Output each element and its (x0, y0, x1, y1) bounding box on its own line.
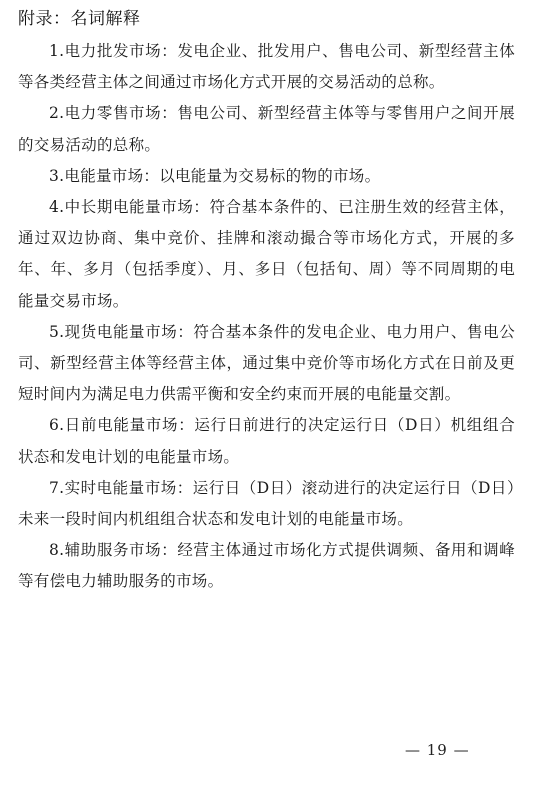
definition-entry-5: 5.现货电能量市场：符合基本条件的发电企业、电力用户、售电公司、新型经营主体等经营主体，通过集中竞价等市场化方式在日前及更短时间内为满足电力供需平衡和安全约束而开展的电能量交割。 (18, 322, 515, 404)
definition-entry-3: 3.电能量市场：以电能量为交易标的物的市场。 (49, 166, 381, 185)
appendix-heading: 附录：名词解释 (18, 9, 141, 29)
definition-entry-4: 4.中长期电能量市场：符合基本条件的、已注册生效的经营主体，通过双边协商、集中竞价、挂牌和滚动撮合等市场化方式，开展的多年、年、多月（包括季度）、月、多日（包括旬、周）等不同周期的电能量交易市场。 (18, 198, 515, 310)
definition-entry-1: 1.电力批发市场：发电企业、批发用户、售电公司、新型经营主体等各类经营主体之间通过市场化方式开展的交易活动的总称。 (18, 42, 515, 92)
definition-entry-6: 6.日前电能量市场：运行日前进行的决定运行日（D日）机组组合状态和发电计划的电能量市场。 (18, 416, 515, 466)
definition-entry-7: 7.实时电能量市场：运行日（D日）滚动进行的决定运行日（D日）未来一段时间内机组组合状态和发电计划的电能量市场。 (18, 478, 515, 529)
page-number: — 19 — (405, 741, 470, 759)
definition-entry-2: 2.电力零售市场：售电公司、新型经营主体等与零售用户之间开展的交易活动的总称。 (18, 104, 515, 154)
definition-entry-8: 8.辅助服务市场：经营主体通过市场化方式提供调频、备用和调峰等有偿电力辅助服务的市场。 (18, 541, 515, 591)
